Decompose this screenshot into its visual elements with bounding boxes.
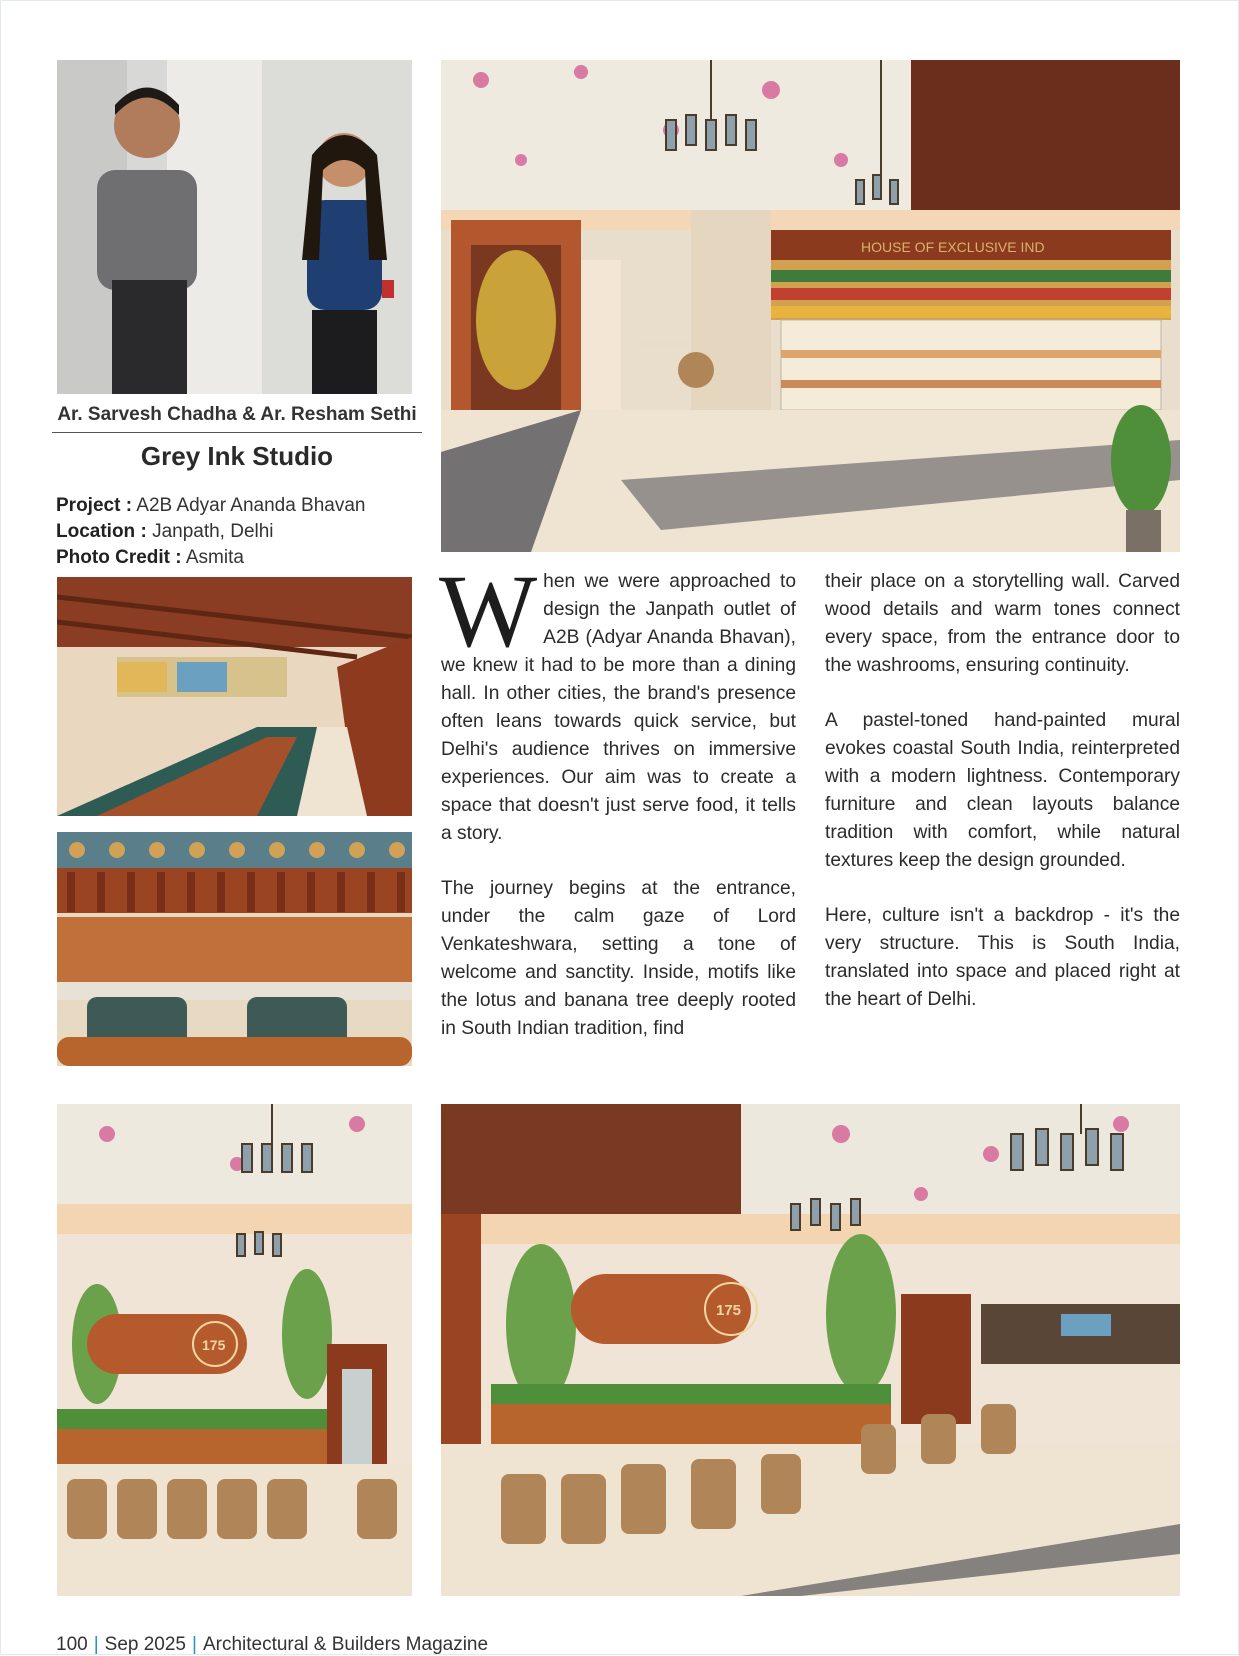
plaque-number: 175	[716, 1302, 742, 1319]
footer-separator: |	[93, 1634, 99, 1655]
meta-project: Project : A2B Adyar Ananda Bhavan	[56, 495, 366, 516]
issue-date: Sep 2025	[104, 1634, 186, 1655]
booth-seating-photo	[57, 832, 412, 1066]
article-column-1	[439, 554, 796, 1070]
studio-name: Grey Ink Studio	[140, 441, 334, 471]
plaque-number: 175	[202, 1337, 226, 1353]
mural-wall-photo	[57, 1104, 412, 1596]
footer-separator: |	[192, 1634, 197, 1655]
meta-photo-credit: Photo Credit : Asmita	[56, 547, 244, 568]
meta-location: Location : Janpath, Delhi	[56, 521, 274, 542]
dropcap-letter: W	[439, 554, 538, 669]
page-footer	[56, 1634, 488, 1656]
article-paragraph: Here, culture isn't a backdrop - it's the very structure. This is South India, translated into space and placed right at the heart of Delhi.	[825, 905, 1180, 1010]
article-paragraph: A pastel-toned hand-painted mural evokes coastal South India, reinterpreted with a modern lightness. Contemporary furniture and clean layouts balance tradition with comfort, while natural textures keep the design grounded.	[825, 710, 1180, 871]
dining-hall-photo	[57, 577, 412, 816]
architects-portrait-photo	[57, 60, 412, 394]
entrance-interior-photo	[441, 60, 1180, 552]
project-meta	[56, 493, 426, 571]
article-paragraph: The journey begins at the entrance, under the calm gaze of Lord Venkateshwara, setting a tone of welcome and sanctity. Inside, motifs like the lotus and banana tree deeply rooted in South Indian tradition, find	[441, 878, 796, 1039]
article-paragraph: their place on a storytelling wall. Carved wood details and warm tones connect every space, from the entrance door to the washrooms, ensuring continuity.	[825, 571, 1180, 676]
magazine-name: Architectural & Builders Magazine	[202, 1634, 489, 1655]
article-paragraph: When we were approached to design the Janpath outlet of A2B (Adyar Ananda Bhavan), we knew it had to be more than a dining hall. In other cities, the brand's presence often leans towards quick service, but Delhi's audience thrives on immersive experiences. Our aim was to create a space that doesn't just serve food, it tells a story.	[439, 554, 796, 844]
page-number: 100	[56, 1634, 88, 1655]
shelf-sign: HOUSE OF EXCLUSIVE IND	[861, 239, 1045, 255]
article-column-2	[825, 568, 1180, 1041]
architect-names: Ar. Sarvesh Chadha & Ar. Resham Sethi	[52, 404, 422, 433]
main-dining-photo	[441, 1104, 1180, 1596]
